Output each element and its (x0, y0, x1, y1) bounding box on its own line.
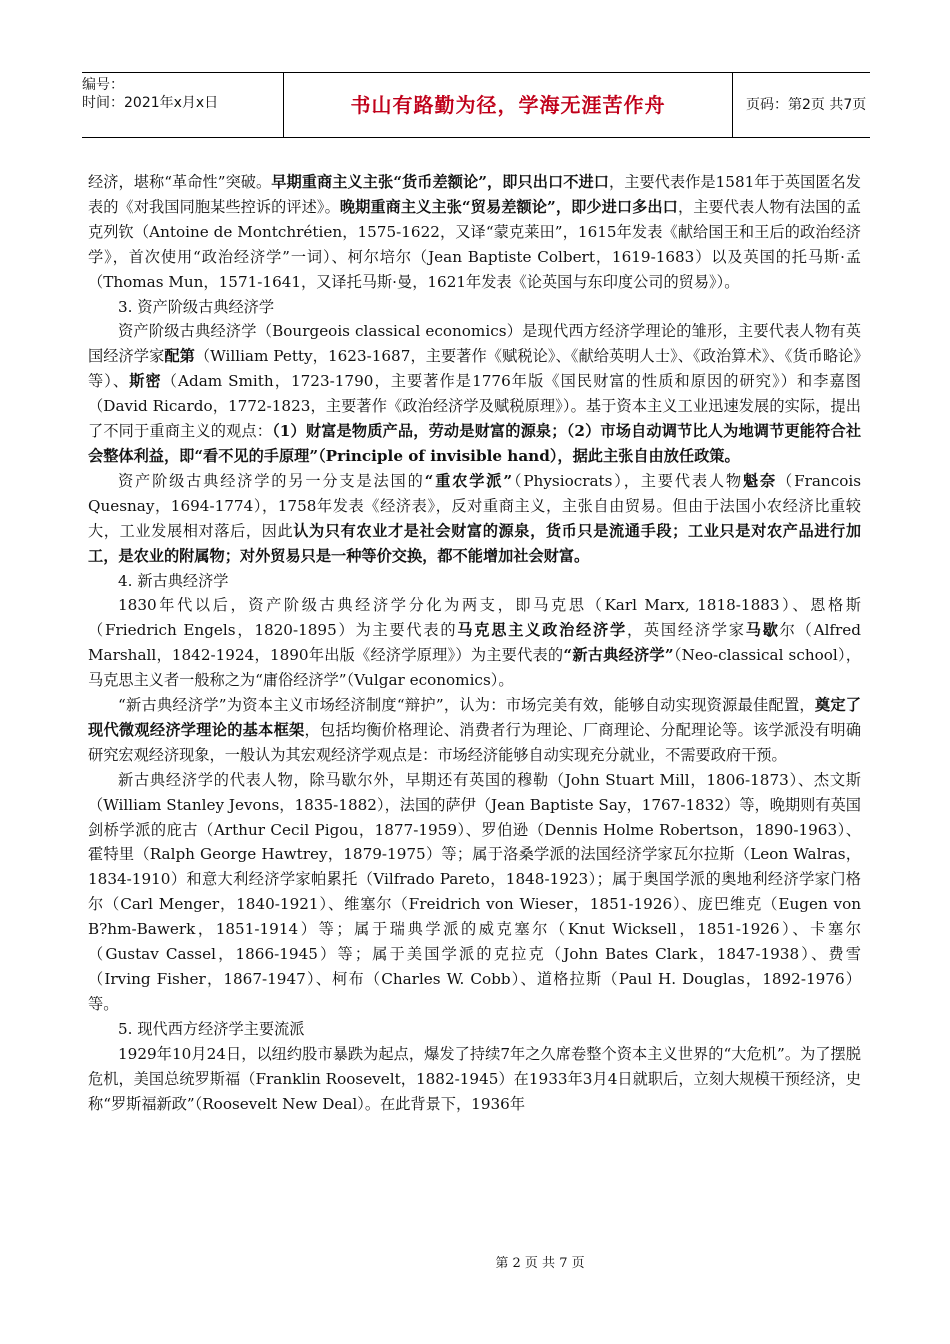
paragraph (88, 1042, 861, 1117)
text-run: ，包括均衡价格理论、消费者行为理论、厂商理论、分配理论等。该学派没有明确研究宏观经济现象，一般认为其宏观经济学观点是：市场经济能够自动实现充分就业，不需要政府干预。 (88, 720, 862, 764)
text-run: 资产阶级古典经济学（Bourgeois classical economics）是现代西方经济学理论的雏形，主要代表人物有英国经济学家 (88, 322, 861, 366)
bold-text: 马克思主义政治经济学 (457, 621, 627, 640)
text-run: （Physiocrats），主要代表人物 (512, 471, 743, 490)
text-run: 经济，堪称“革命性”突破。 (88, 173, 272, 191)
bold-text: 晚期重商主义主张“贸易差额论”，即少进口多出口 (339, 197, 678, 216)
text-run: （Neo-classical school），马克思主义者一般称之为“庸俗经济学”（Vulgar economics）。 (88, 646, 861, 690)
text-run: （Adam Smith，1723-1790，主要著作是1776年版《国民财富的性质和原因的研究》）和李嘉图（David Ricardo，1772-1823，主要著作《政治经济学及赋税原理》）。基于资本主义工业迅速发展的实际，提出了不同于重商主义的观点： (88, 372, 862, 441)
text-run: 资产阶级古典经济学的另一分支是法国的 (118, 471, 425, 490)
text-run: “新古典经济学”为资本主义市场经济制度“辩护”，认为：市场完美有效，能够自动实现资源最佳配置， (118, 696, 815, 715)
time-label: 时间：2021年x月x日 (82, 95, 219, 111)
paragraph (88, 469, 861, 569)
bold-text: 斯密 (129, 372, 162, 391)
page-info: 页码：第2页 共7页 (746, 97, 867, 113)
paragraph (88, 1017, 861, 1042)
bold-text: 认为只有农业才是社会财富的源泉，货币只是流通手段；工业只是对农产品进行加工，是农业的附属物；对外贸易只是一种等价交换，都不能增加社会财富。 (88, 521, 862, 565)
footer-page-number: 第 2 页 共 7 页 (495, 1256, 585, 1271)
text-run: ，主要代表人物有法国的孟克列钦（Antoine de Montchrétien，1575-1622，又译“蒙克莱田”，1615年发表《献给国王和王后的政治经济学》，首次使用“政治经济学”一词）、柯尔培尔（Jean Baptiste Colbert，1619-1683）以及英国的托马斯·孟（Thomas Mun，1571-1641，又译托马斯·曼，1621年发表《论英国与东印度公司的贸易》）。 (88, 197, 861, 291)
bold-text: 奠定了现代微观经济学理论的基本框架 (88, 696, 861, 739)
paragraph (88, 569, 861, 594)
text-run: ，英国经济学家 (626, 621, 746, 640)
paragraph (88, 768, 861, 1017)
header-page-cell (732, 73, 870, 137)
text-run: （William Petty，1623-1687，主要著作《赋税论》、《献给英明人士》、《政治算术》、《货币略论》等）、 (88, 347, 862, 391)
document-body (88, 170, 861, 1116)
text-run: 5. 现代西方经济学主要流派 (118, 1019, 305, 1038)
page-header (82, 72, 870, 138)
paragraph (88, 593, 861, 693)
header-motto-cell (283, 73, 733, 137)
page-footer (0, 1252, 950, 1271)
paragraph (88, 295, 861, 320)
paragraph (88, 693, 861, 768)
text-run: 3. 资产阶级古典经济学 (118, 297, 275, 316)
bold-text: 魁奈 (742, 471, 778, 490)
bold-text: （1）财富是物质产品，劳动是财富的源泉；（2）市场自动调节比人为地调节更能符合社会整体利益，即“看不见的手原理”（Principle of invisible hand），据此主张自由放任政策。 (88, 422, 862, 465)
text-run: （Francois Quesnay，1694-1774），1758年发表《经济表》，反对重商主义，主张自由贸易。但由于法国小农经济比重较大，工业发展相对落后，因此 (88, 471, 861, 540)
bold-text: 配第 (164, 347, 195, 366)
text-run: 尔（Alfred Marshall，1842-1924，1890年出版《经济学原理》）为主要代表的 (88, 621, 862, 665)
paragraph (88, 170, 861, 295)
bold-text: 马歇 (745, 621, 780, 640)
motto: 书山有路勤为径，学海无涯苦作舟 (350, 93, 666, 117)
text-run: 4. 新古典经济学 (118, 571, 229, 590)
code-label: 编号： (82, 77, 124, 93)
text-run: 1929年10月24日，以纽约股市暴跌为起点，爆发了持续7年之久席卷整个资本主义世界的“大危机”。为了摆脱危机，美国总统罗斯福（Franklin Roosevelt，1882-1945）在1933年3月4日就职后，立刻大规模干预经济，史称“罗斯福新政”（Roosevelt New Deal）。在此背景下，1936年 (88, 1044, 861, 1113)
paragraph (88, 319, 861, 468)
text-run: 新古典经济学的代表人物，除马歇尔外，早期还有英国的穆勒（John Stuart Mill，1806-1873）、杰文斯（William Stanley Jevons，1835-1882），法国的萨伊（Jean Baptiste Say，1767-1832）等，晚期则有英国剑桥学派的庇古（Arthur Cecil Pigou，1877-1959）、罗伯逊（Dennis Holme Robertson，1890-1963）、霍特里（Ralph George Hawtrey，1879-1975）等；属于洛桑学派的法国经济学家瓦尔拉斯（Leon Walras，1834-1910）和意大利经济学家帕累托（Vilfrado Pareto，1848-1923）；属于奥国学派的奥地利经济学家门格尔（Carl Menger，1840-1921）、维塞尔（Freidrich von Wieser，1851-1926）、庞巴维克（Eugen von B?hm-Bawerk，1851-1914）等；属于瑞典学派的威克塞尔（Knut Wicksell，1851-1926）、卡塞尔（Gustav Cassel，1866-1945）等；属于美国学派的克拉克（John Bates Clark，1847-1938）、费雪（Irving Fisher，1867-1947）、柯布（Charles W. Cobb）、道格拉斯（Paul H. Douglas，1892-1976）等。 (88, 770, 861, 1013)
text-run: 1830年代以后，资产阶级古典经济学分化为两支，即马克思（Karl Marx, 1818-1883）、恩格斯（Friedrich Engels，1820-1895）为主要代表的 (88, 596, 861, 640)
text-run: ，主要代表作是1581年于英国匿名发表的《对我国同胞某些控诉的评述》。 (88, 173, 861, 216)
bold-text: “新古典经济学” (563, 646, 674, 665)
header-meta (82, 73, 282, 137)
bold-text: 早期重商主义主张“货币差额论”，即只出口不进口 (271, 173, 609, 191)
bold-text: “重农学派” (424, 471, 513, 490)
